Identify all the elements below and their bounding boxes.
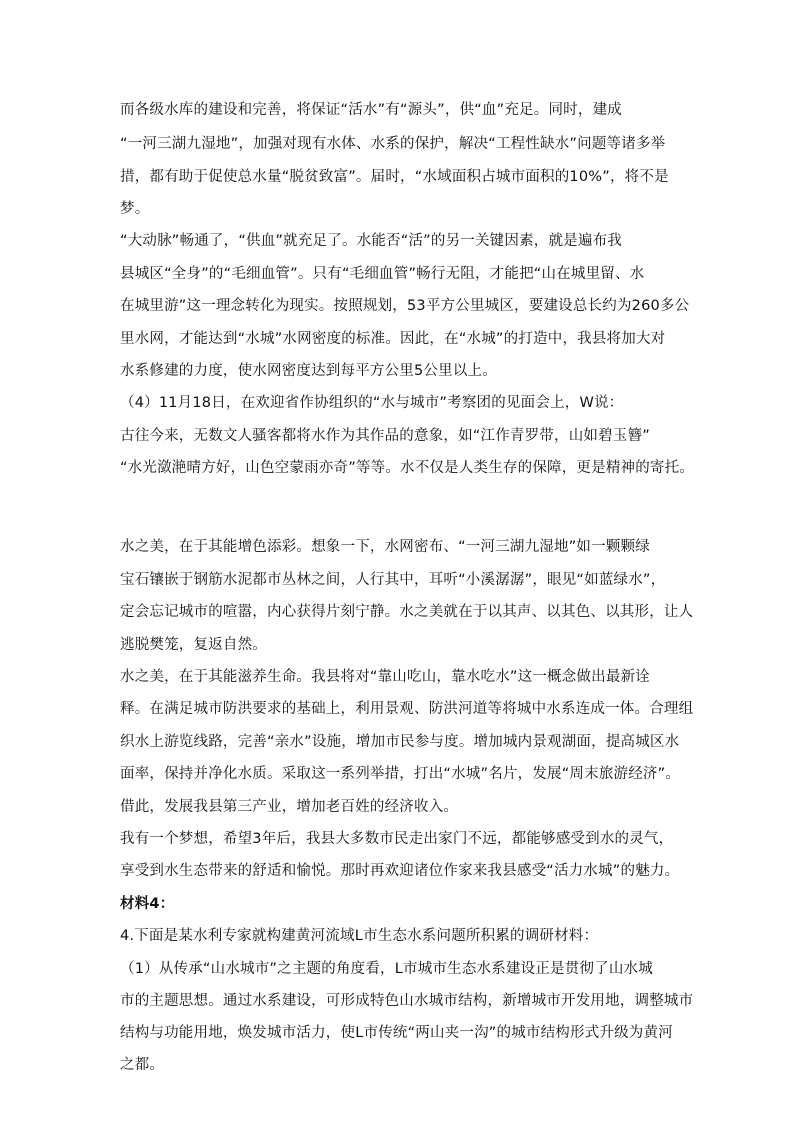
paragraph-line: 释。在满足城市防洪要求的基础上，利用景观、防洪河道等将城中水系连成一体。合理组 [120, 701, 694, 717]
paragraph-line: 水之美，在于其能滋养生命。我县将对“靠山吃山，靠水吃水”这一概念做出最新诠 [120, 669, 650, 685]
paragraph-line: 水系修建的力度，使水网密度达到每平方公里5公里以上。 [120, 363, 497, 379]
paragraph-line: 县城区“全身”的“毛细血管”。只有“毛细血管”畅行无阻，才能把“山在城里留、水 [120, 266, 645, 282]
paragraph-line: 而各级水库的建设和完善，将保证“活水”有“源头”，供“血”充足。同时，建成 [120, 102, 622, 118]
paragraph-line: 古往今来，无数文人骚客都将水作为其作品的意象，如“江作青罗带，山如碧玉簪” [120, 428, 650, 444]
paragraph-line: 逃脱樊笼，复返自然。 [120, 637, 267, 653]
paragraph-line: 水之美，在于其能增色添彩。想象一下，水网密布、“一河三湖九湿地”如一颗颗绿 [120, 539, 650, 555]
paragraph-line: 里水网，才能达到“水城”水网密度的标准。因此，在“水城”的打造中，我县将加大对 [120, 331, 666, 347]
paragraph-line: 梦。 [120, 201, 150, 217]
section-heading: 材料4： [120, 896, 175, 912]
paragraph-line: 享受到水生态带来的舒适和愉悦。那时再欢迎诸位作家来我县感受“活力水城”的魅力。 [120, 863, 680, 879]
paragraph-line: “水光潋滟晴方好，山色空蒙雨亦奇”等等。水不仅是人类生存的保障，更是精神的寄托。 [120, 460, 695, 476]
paragraph-line: 我有一个梦想，希望3年后，我县大多数市民走出家门不远，都能够感受到水的灵气， [120, 831, 674, 847]
paragraph-line: 市的主题思想。通过水系建设，可形成特色山水城市结构，新增城市开发用地，调整城市 [120, 993, 694, 1009]
paragraph-line: 措，都有助于促使总水量“脱贫致富”。届时，“水域面积占城市面积的10%”，将不是 [120, 169, 669, 185]
paragraph-line: 在城里游”这一理念转化为现实。按照规划，53平方公里城区，要建设总长约为260多公 [120, 298, 690, 314]
paragraph-line: 4.下面是某水利专家就构建黄河流域L市生态水系问题所积累的调研材料： [120, 928, 599, 944]
paragraph-line: 之都。 [120, 1057, 165, 1073]
paragraph-line: “一河三湖九湿地”，加强对现有水体、水系的保护，解决“工程性缺水”问题等诸多举 [120, 136, 666, 152]
paragraph-line: （1）从传承“山水城市”之主题的角度看，L市城市生态水系建设正是贯彻了山水城 [120, 961, 653, 977]
paragraph-line: 织水上游览线路，完善“亲水”设施，增加市民参与度。增加城内景观湖面，提高城区水 [120, 734, 680, 750]
paragraph-line: 定会忘记城市的喧嚣，内心获得片刻宁静。水之美就在于以其声、以其色、以其形，让人 [120, 604, 694, 620]
paragraph-line: “大动脉”畅通了，“供血”就充足了。水能否“活”的另一关键因素，就是遍布我 [120, 233, 622, 249]
paragraph-line: 借此，发展我县第三产业，增加老百姓的经济收入。 [120, 799, 459, 815]
paragraph-line: 宝石镶嵌于钢筋水泥都市丛林之间，人行其中，耳听“小溪潺潺”，眼见“如蓝绿水”， [120, 572, 666, 588]
paragraph-line: 面率，保持并净化水质。采取这一系列举措，打出“水城”名片，发展“周末旅游经济”。 [120, 766, 681, 782]
paragraph-line: 结构与功能用地，焕发城市活力，使L市传统“两山夹一沟”的城市结构形式升级为黄河 [120, 1025, 673, 1041]
paragraph-line: （4）11月18日，在欢迎省作协组织的“水与城市”考察团的见面会上，W说： [120, 395, 624, 411]
